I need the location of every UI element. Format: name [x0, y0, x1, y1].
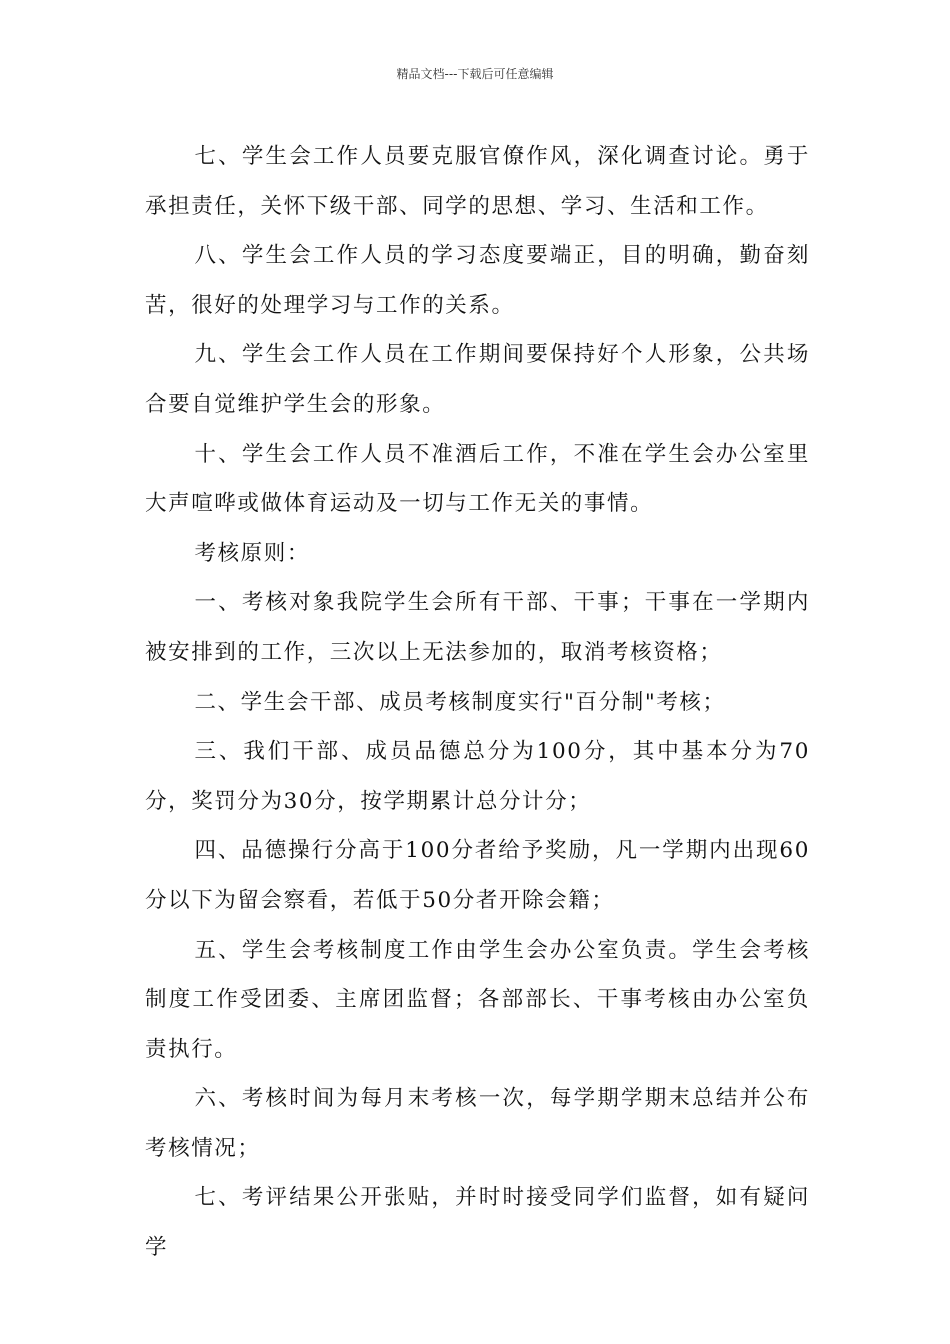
- principle-1: 一、考核对象我院学生会所有干部、干事；干事在一学期内被安排到的工作，三次以上无法参加的，取消考核资格；: [145, 590, 810, 665]
- paragraph-9: 九、学生会工作人员在工作期间要保持好个人形象，公共场合要自觉维护学生会的形象。: [145, 342, 810, 417]
- principle-2: 二、学生会干部、成员考核制度实行"百分制"考核；: [194, 689, 726, 715]
- principle-5: 五、学生会考核制度工作由学生会办公室负责。学生会考核制度工作受团委、主席团监督；各部部长、干事考核由办公室负责执行。: [145, 937, 810, 1062]
- principle-3: 三、我们干部、成员品德总分为100分，其中基本分为70分，奖罚分为30分，按学期累计总分计分；: [145, 739, 810, 814]
- paragraph-8: 八、学生会工作人员的学习态度要端正，目的明确，勤奋刻苦，很好的处理学习与工作的关系。: [145, 243, 810, 318]
- paragraph-10: 十、学生会工作人员不准酒后工作，不准在学生会办公室里大声喧哗或做体育运动及一切与工作无关的事情。: [145, 441, 810, 517]
- principle-6: 六、考核时间为每月末考核一次，每学期学期末总结并公布考核情况；: [145, 1086, 810, 1161]
- page-header: 精品文档---下载后可任意编辑: [396, 67, 554, 81]
- section-heading: 考核原则：: [194, 540, 310, 566]
- document-body: [145, 132, 810, 1273]
- paragraph-7: 七、学生会工作人员要克服官僚作风，深化调查讨论。勇于承担责任，关怀下级干部、同学的思想、学习、生活和工作。: [145, 144, 810, 219]
- principle-7: 七、考评结果公开张贴，并时时接受同学们监督，如有疑问学: [145, 1185, 810, 1261]
- principle-4: 四、品德操行分高于100分者给予奖励，凡一学期内出现60分以下为留会察看，若低于50分者开除会籍；: [145, 838, 810, 913]
